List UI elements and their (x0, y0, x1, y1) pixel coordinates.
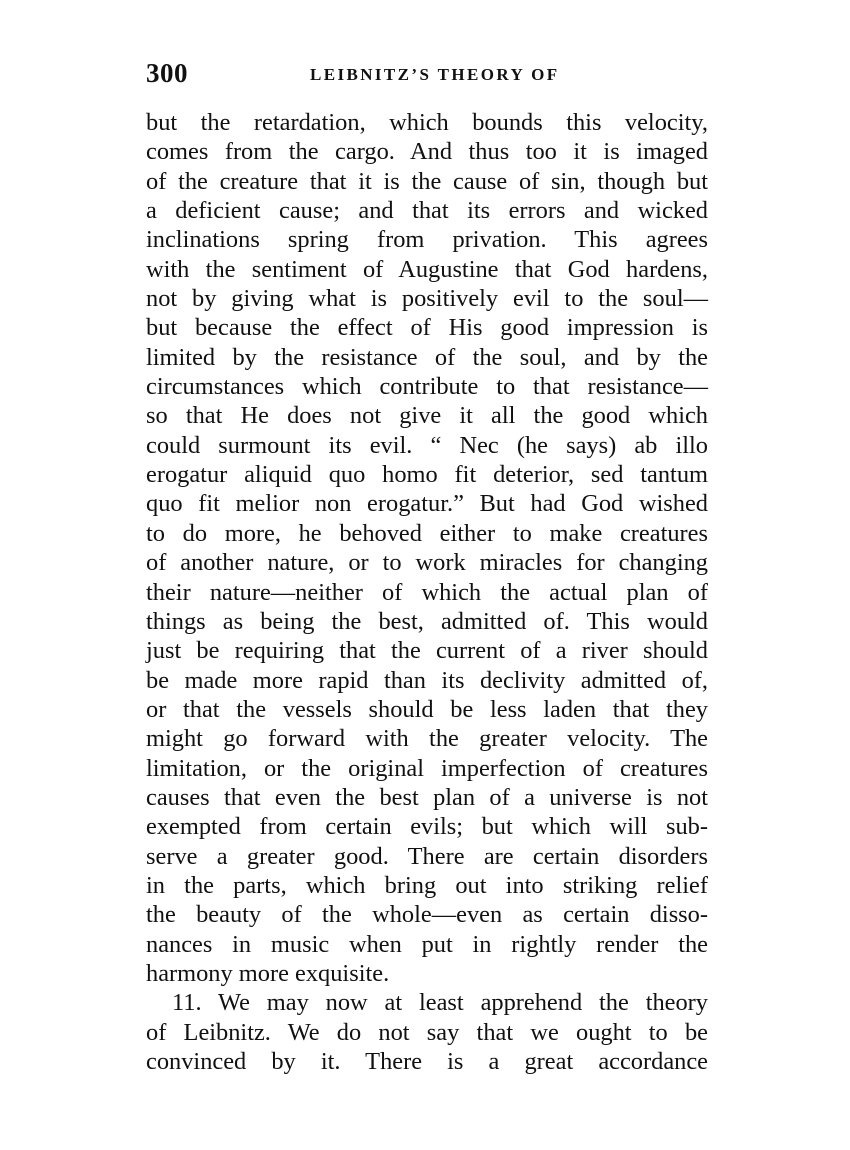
text-line: with the sentiment of Augustine that God hardens, (146, 255, 708, 283)
text-line: so that He does not give it all the good which (146, 402, 708, 430)
text-line: could surmount its evil. “ Nec (he says) ab illo (146, 431, 708, 459)
text-line: erogatur aliquid quo homo fit deterior, sed tantum (146, 461, 708, 489)
text-line: in the parts, which bring out into striking relief (146, 871, 708, 899)
text-line: of Leibnitz. We do not say that we ought to be (146, 1018, 708, 1046)
text-line: to do more, he behoved either to make creatures (146, 519, 708, 547)
text-line: might go forward with the greater velocity. The (146, 725, 708, 753)
text-line: things as being the best, admitted of. This would (146, 607, 708, 635)
text-line: or that the vessels should be less laden that they (146, 695, 708, 723)
text-line: not by giving what is positively evil to the soul— (146, 285, 708, 313)
page-number: 300 (146, 58, 188, 88)
text-line: a deficient cause; and that its errors and wicked (146, 197, 708, 225)
text-line: but because the effect of His good impression is (146, 314, 708, 342)
text-line: limited by the resistance of the soul, and by the (146, 343, 708, 371)
body-text (146, 108, 708, 1076)
text-line: inclinations spring from privation. This agrees (146, 226, 708, 254)
text-line: their nature—neither of which the actual plan of (146, 578, 708, 606)
text-line: limitation, or the original imperfection of creatures (146, 754, 708, 782)
text-line: causes that even the best plan of a universe is not (146, 783, 708, 811)
text-line: but the retardation, which bounds this velocity, (146, 109, 708, 136)
paragraph-start-line: 11. We may now at least apprehend the theory (172, 989, 708, 1017)
paragraph-end-line: harmony more exquisite. (146, 959, 390, 987)
text-line: the beauty of the whole—even as certain disso- (146, 901, 708, 929)
text-line: convinced by it. There is a great accordance (146, 1048, 708, 1075)
text-line: circumstances which contribute to that resistance— (146, 373, 708, 401)
text-line: just be requiring that the current of a river should (146, 637, 708, 665)
text-line: be made more rapid than its declivity admitted of, (146, 666, 708, 694)
text-line: nances in music when put in rightly render the (146, 930, 708, 958)
text-line: quo fit melior non erogatur.” But had God wished (146, 490, 708, 518)
running-title: LEIBNITZ’S THEORY OF (310, 65, 560, 84)
text-line: exempted from certain evils; but which will sub- (146, 813, 708, 841)
text-line: comes from the cargo. And thus too it is imaged (146, 138, 708, 166)
text-line: serve a greater good. There are certain disorders (146, 842, 708, 870)
text-line: of the creature that it is the cause of sin, though but (146, 167, 708, 195)
running-head (146, 58, 716, 94)
text-line: of another nature, or to work miracles for changing (146, 549, 708, 577)
